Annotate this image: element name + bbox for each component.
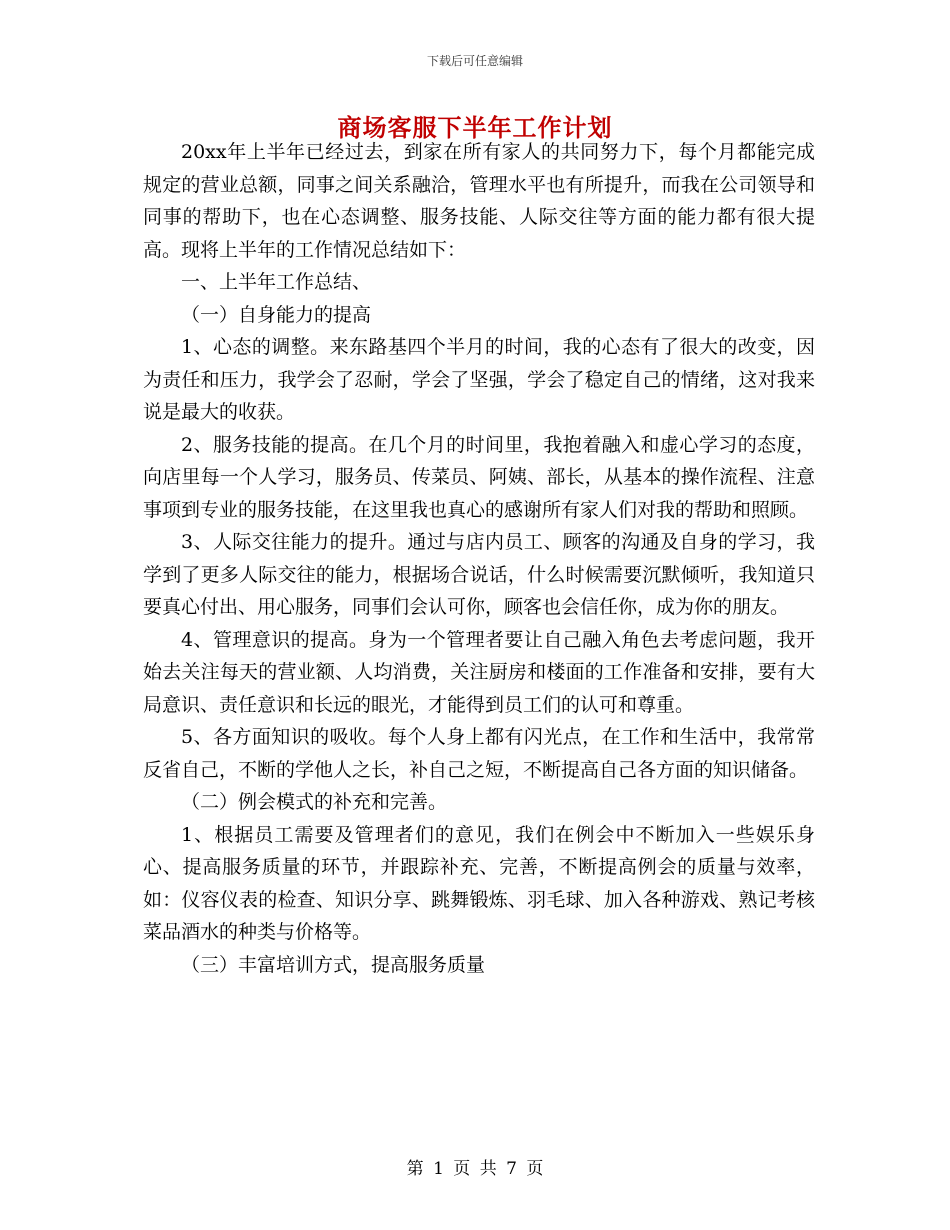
page-footer: 第 1 页 共 7 页 <box>406 1159 544 1179</box>
header-note: 下载后可任意编辑 <box>426 54 523 68</box>
paragraph: 1、根据员工需要及管理者们的意见，我们在例会中不断加入一些娱乐身心、提高服务质量的环节，并跟踪补充、完善，不断提高例会的质量与效率，如：仪容仪表的检查、知识分享、跳舞锻炼、羽毛球、加入各种游戏、熟记考核菜品酒水的种类与价格等。 <box>143 823 815 943</box>
section-heading: 一、上半年工作总结、 <box>181 271 372 293</box>
paragraph: 2、服务技能的提高。在几个月的时间里，我抱着融入和虚心学习的态度，向店里每一个人学习，服务员、传菜员、阿姨、部长，从基本的操作流程、注意事项到专业的服务技能，在这里我也真心的感谢所有家人们对我的帮助和照顾。 <box>143 433 815 521</box>
paragraph: 5、各方面知识的吸收。每个人身上都有闪光点，在工作和生活中，我常常反省自己，不断的学他人之长，补自己之短，不断提高自己各方面的知识储备。 <box>143 726 815 781</box>
subsection-heading: （一）自身能力的提高 <box>181 303 372 326</box>
paragraph: 1、心态的调整。来东路基四个半月的时间，我的心态有了很大的改变，因为责任和压力，我学会了忍耐，学会了坚强，学会了稳定自己的情绪，这对我来说是最大的收获。 <box>143 336 815 423</box>
document-title: 商场客服下半年工作计划 <box>337 113 613 142</box>
document-body <box>143 136 815 981</box>
subsection-heading: （三）丰富培训方式，提高服务质量 <box>181 953 486 976</box>
paragraph: 20xx年上半年已经过去，到家在所有家人的共同努力下，每个月都能完成规定的营业总额，同事之间关系融洽，管理水平也有所提升，而我在公司领导和同事的帮助下，也在心态调整、服务技能、人际交往等方面的能力都有很大提高。现将上半年的工作情况总结如下： <box>143 141 815 261</box>
paragraph: 3、人际交往能力的提升。通过与店内员工、顾客的沟通及自身的学习，我学到了更多人际交往的能力，根据场合说话，什么时候需要沉默倾听，我知道只要真心付出、用心服务，同事们会认可你，顾客也会信任你，成为你的朋友。 <box>143 531 815 618</box>
paragraph: 4、管理意识的提高。身为一个管理者要让自己融入角色去考虑问题，我开始去关注每天的营业额、人均消费，关注厨房和楼面的工作准备和安排，要有大局意识、责任意识和长远的眼光，才能得到员工们的认可和尊重。 <box>143 628 815 716</box>
subsection-heading: （二）例会模式的补充和完善。 <box>181 791 448 813</box>
